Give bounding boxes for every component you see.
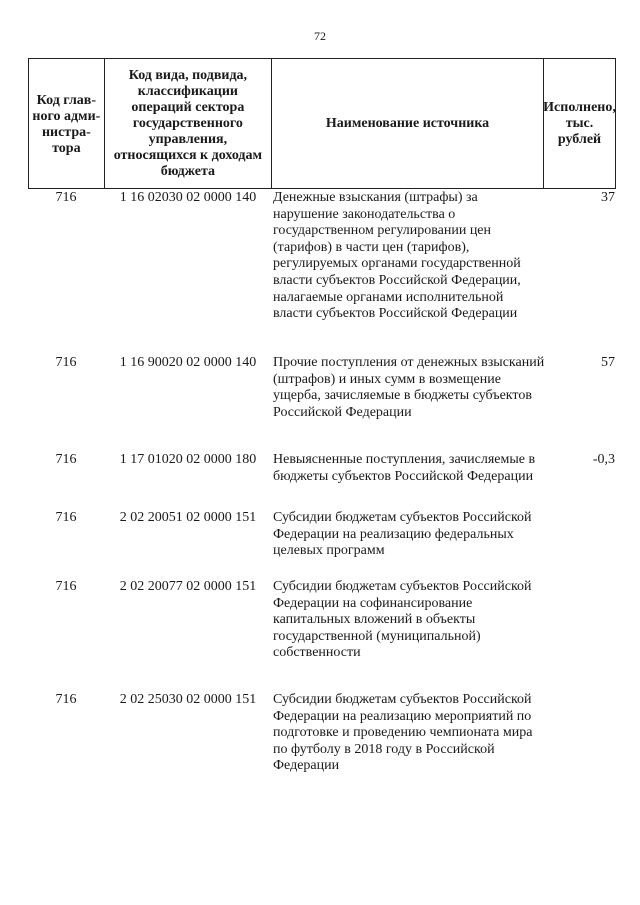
admin-code-cell: 716 (55, 692, 77, 707)
source-name-cell: Денежные взыскания (штрафы) за нарушение законодательства о государственном регулировании цен (тарифов) в части цен (тарифов), регулируемых органами государственной власти субъектов Российской Федерации, налагаемые органами исполнительной власти субъектов Российской Федерации (273, 190, 521, 322)
table-row (28, 578, 616, 691)
admin-code-cell: 716 (55, 579, 77, 594)
table-row (28, 354, 616, 451)
source-name-cell: Субсидии бюджетам субъектов Российской Федерации на реализацию мероприятий по подготовке и проведению чемпионата мира по футболу в 2018 году в Российской Федерации (273, 692, 533, 774)
classification-code-cell: 1 16 02030 02 0000 140 (119, 190, 257, 205)
table-row (28, 691, 616, 831)
amount-cell: 57 (601, 355, 615, 370)
table-body (28, 189, 616, 831)
admin-code-cell: 716 (55, 190, 77, 205)
source-name-cell: Субсидии бюджетам субъектов Российской Федерации на реализацию федеральных целевых программ (273, 510, 532, 559)
classification-code-cell: 2 02 20051 02 0000 151 (119, 510, 257, 525)
page-number: 72 (314, 29, 326, 43)
amount-cell: 37 (601, 190, 615, 205)
table-row (28, 189, 616, 354)
header-source-name: Наименование источника (272, 59, 544, 188)
source-name-cell: Невыясненные поступления, зачисляемые в бюджеты субъектов Российской Федерации (273, 452, 536, 484)
amount-cell (545, 509, 616, 578)
admin-code-cell: 716 (55, 510, 77, 525)
source-name-cell: Прочие поступления от денежных взысканий (штрафов) и иных сумм в возмещение ущерба, зачисляемые в бюджеты субъектов Российской Федерации (273, 355, 545, 420)
table-row (28, 509, 616, 578)
amount-cell: -0,3 (592, 452, 615, 467)
classification-code-cell: 1 17 01020 02 0000 180 (119, 452, 257, 467)
source-name-cell: Субсидии бюджетам субъектов Российской Федерации на софинансирование капитальных вложений в объекты государственной (муниципальной) собственности (273, 579, 532, 661)
amount-cell (545, 578, 616, 691)
classification-code-cell: 2 02 25030 02 0000 151 (119, 692, 257, 707)
admin-code-cell: 716 (55, 452, 77, 467)
header-executed-amount: Исполнено, тыс. рублей (543, 99, 616, 147)
table-header (28, 58, 616, 189)
classification-code-cell: 1 16 90020 02 0000 140 (119, 355, 257, 370)
amount-cell (545, 691, 616, 831)
admin-code-cell: 716 (55, 355, 77, 370)
header-classification-code: Код вида, подвида, классификации операций сектора государственного управления, относящихся к доходам бюджета (105, 59, 272, 188)
table-row (28, 451, 616, 509)
classification-code-cell: 2 02 20077 02 0000 151 (119, 579, 257, 594)
header-admin-code: Код глав-ного адми-нистра-тора (29, 59, 105, 188)
